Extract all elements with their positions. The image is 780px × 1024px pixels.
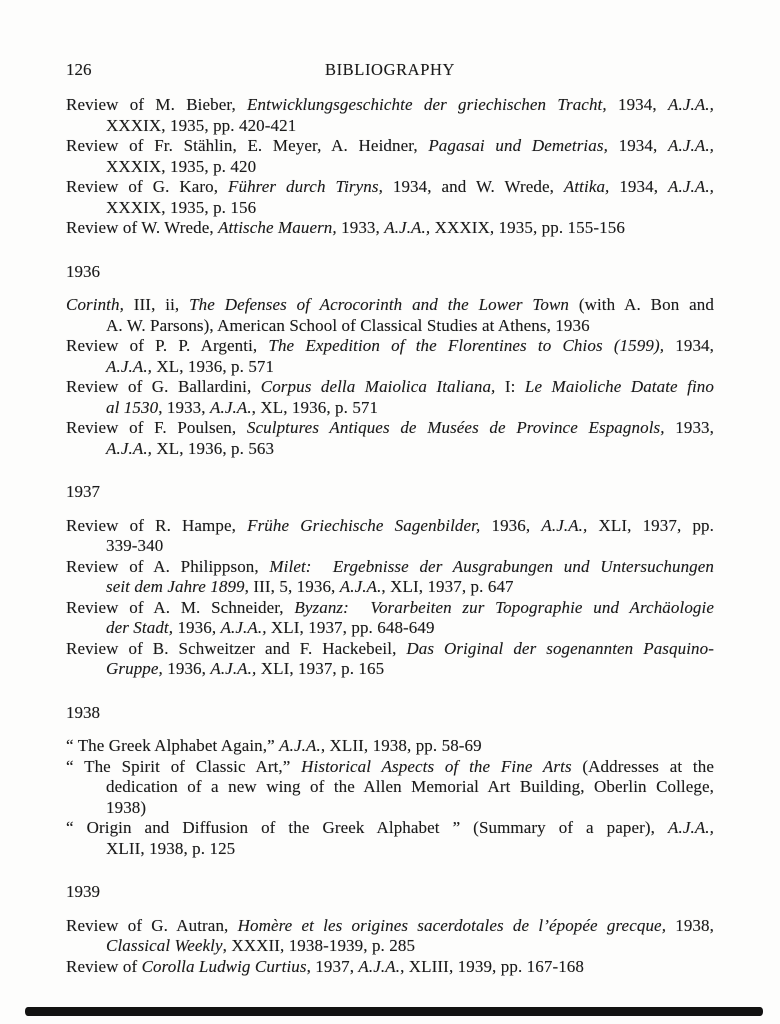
entry-line — [66, 659, 714, 680]
italic-text-segment: Byzanz: Vorarbeiten zur Topographie und Archäologie — [294, 597, 714, 617]
entry-line — [66, 577, 714, 598]
text-segment: Review of M. Bieber, — [66, 95, 248, 114]
italic-text-segment: Classical Weekly — [106, 936, 223, 955]
entry-line — [66, 95, 714, 116]
bibliography-entry — [66, 136, 714, 177]
section-year-heading: 1937 — [66, 482, 100, 501]
bibliography-sections — [66, 95, 714, 977]
text-segment: XLII, 1938, p. 125 — [106, 838, 236, 858]
bibliography-section — [66, 262, 714, 460]
running-head: BIBLIOGRAPHY — [324, 60, 456, 79]
bibliography-entry — [66, 598, 714, 639]
page-number: 126 — [66, 60, 92, 79]
entry-line — [66, 439, 714, 460]
bibliography-entry — [66, 295, 714, 336]
italic-text-segment: der Stadt, — [106, 618, 174, 637]
text-segment: Review of A. Philippson, — [66, 556, 270, 576]
bibliography-section — [66, 482, 714, 680]
text-segment: 1934, — [664, 336, 714, 355]
bibliography-section — [66, 882, 714, 977]
italic-text-segment: seit dem Jahre 1899 — [106, 577, 245, 596]
entry-line — [66, 757, 714, 778]
entry-line — [66, 798, 714, 819]
bibliography-entry — [66, 736, 714, 757]
italic-text-segment: A.J.A., — [667, 818, 714, 837]
text-segment: XXXIX, 1935, p. 420 — [106, 156, 257, 176]
text-segment: A. W. Parsons), American School of Classical Studies at Athens, 1936 — [106, 315, 590, 335]
text-segment: XXXIX, 1935, p. 156 — [106, 197, 257, 217]
text-block — [66, 0, 714, 977]
text-segment: “ The Spirit of Classic Art,” — [66, 756, 302, 776]
italic-text-segment: A.J.A. — [339, 577, 382, 596]
text-segment: 1936, — [173, 618, 221, 637]
italic-text-segment: A.J.A., — [220, 618, 267, 637]
entry-line — [66, 116, 714, 137]
italic-text-segment: A.J.A., — [668, 177, 715, 196]
entry-line — [66, 136, 714, 157]
text-segment: I: — [495, 377, 525, 396]
scan-artifact-bar — [25, 1007, 763, 1016]
text-segment: Review of G. Ballardini, — [66, 377, 261, 396]
text-segment: , XL, 1936, p. 571 — [251, 397, 379, 417]
italic-text-segment: Sculptures Antiques de Musées de Province Espagnols, — [246, 418, 665, 437]
entry-line — [66, 818, 714, 839]
italic-text-segment: Gruppe, — [106, 659, 163, 678]
italic-text-segment: Attische Mauern, — [218, 218, 337, 237]
italic-text-segment: A.J.A. — [210, 397, 252, 417]
entry-line — [66, 639, 714, 660]
entry-line — [66, 418, 714, 439]
entry-line — [66, 957, 714, 978]
text-segment: 1934, — [606, 95, 668, 114]
section-year-heading: 1938 — [66, 702, 100, 722]
italic-text-segment: A.J.A., — [668, 136, 715, 155]
entry-line — [66, 177, 714, 198]
italic-text-segment: The Defenses of Acrocorinth and the Lower Town — [189, 295, 570, 314]
text-segment: XL, 1936, p. 571 — [152, 356, 275, 376]
italic-text-segment: Corolla Ludwig Curtius — [141, 956, 307, 976]
bibliography-entry — [66, 418, 714, 459]
italic-text-segment: Historical Aspects of the Fine Arts — [301, 756, 572, 776]
italic-text-segment: The Expedition of the Florentines to Chios (1599), — [268, 336, 665, 355]
text-segment: 1934, — [609, 177, 668, 196]
bibliography-entry — [66, 95, 714, 136]
text-segment: Review of — [66, 956, 142, 976]
entry-line — [66, 357, 714, 378]
text-segment: XL, 1936, p. 563 — [152, 438, 275, 458]
text-segment: (Addresses at the — [571, 756, 715, 776]
bibliography-section — [66, 95, 714, 239]
entry-line — [66, 936, 714, 957]
text-segment: 1934, — [607, 136, 668, 155]
italic-text-segment: A.J.A., — [106, 356, 153, 376]
italic-text-segment: al 1530 — [106, 397, 159, 417]
text-segment: dedication of a new wing of the Allen Memorial Art Building, Oberlin College, — [106, 777, 714, 796]
text-segment: Review of W. Wrede, — [66, 218, 219, 237]
text-segment: Review of F. Poulsen, — [66, 418, 247, 437]
text-segment: XXXIX, 1935, pp. 420-421 — [106, 115, 297, 135]
entry-line — [66, 736, 714, 757]
text-segment: , XLII, 1938, pp. 58-69 — [320, 736, 482, 755]
bibliography-entry — [66, 757, 714, 819]
text-segment: , III, 5, 1936, — [244, 577, 340, 596]
text-segment: Review of B. Schweitzer and F. Hackebeil, — [66, 638, 407, 658]
text-segment: III, ii, — [123, 295, 190, 314]
text-segment: 339-340 — [106, 536, 164, 555]
italic-text-segment: Pagasai und Demetrias, — [428, 136, 608, 155]
text-segment: , 1937, — [306, 956, 359, 976]
bibliography-entry — [66, 916, 714, 957]
bibliography-entry — [66, 218, 714, 239]
bibliography-entry — [66, 516, 714, 557]
italic-text-segment: A.J.A. — [358, 956, 401, 976]
entry-line — [66, 598, 714, 619]
italic-text-segment: A.J.A., — [210, 659, 257, 678]
text-segment: , XXXII, 1938-1939, p. 285 — [222, 936, 416, 955]
italic-text-segment: Le Maioliche Datate fino — [524, 377, 714, 396]
text-segment: XXXIX, 1935, pp. 155-156 — [430, 218, 625, 237]
italic-text-segment: A.J.A., — [667, 95, 714, 114]
text-segment: 1936, — [480, 515, 542, 535]
text-segment: , 1933, — [158, 397, 210, 417]
section-year-heading: 1939 — [66, 882, 100, 901]
entry-line — [66, 777, 714, 798]
text-segment: (with A. Bon and — [569, 295, 714, 314]
section-year-heading: 1936 — [66, 261, 100, 281]
entry-line — [66, 516, 714, 537]
bibliography-entry — [66, 557, 714, 598]
bibliography-entry — [66, 377, 714, 418]
text-segment: 1933, — [336, 218, 385, 237]
entry-line — [66, 839, 714, 860]
entry-line — [66, 218, 714, 239]
entry-line — [66, 198, 714, 219]
text-segment: Review of Fr. Stählin, E. Meyer, A. Heidner, — [66, 136, 429, 155]
italic-text-segment: A.J.A., — [384, 218, 431, 237]
text-segment: XLI, 1937, p. 165 — [256, 659, 385, 678]
entry-line — [66, 618, 714, 639]
text-segment: “ Origin and Diffusion of the Greek Alphabet ” (Summary of a paper), — [66, 818, 668, 837]
entry-line — [66, 916, 714, 937]
italic-text-segment: Frühe Griechische Sagenbilder, — [247, 515, 481, 535]
entry-line — [66, 316, 714, 337]
text-segment: 1938) — [106, 797, 147, 817]
bibliography-entry — [66, 639, 714, 680]
bibliography-section — [66, 703, 714, 860]
entry-line — [66, 557, 714, 578]
bibliography-entry — [66, 818, 714, 859]
text-segment: Review of G. Autran, — [66, 915, 238, 935]
italic-text-segment: Führer durch Tiryns, — [227, 177, 383, 196]
italic-text-segment: A.J.A., — [541, 515, 588, 535]
text-segment: 1934, and W. Wrede, — [382, 177, 564, 196]
text-segment: “ The Greek Alphabet Again,” — [66, 736, 280, 755]
italic-text-segment: A.J.A., — [106, 438, 153, 458]
italic-text-segment: Milet: Ergebnisse der Ausgrabungen und Untersuchungen — [269, 556, 715, 576]
entry-line — [66, 398, 714, 419]
text-segment: 1936, — [162, 659, 211, 678]
italic-text-segment: Homère et les origines sacerdotales de l’épopée grecque, — [237, 915, 667, 935]
entry-line — [66, 377, 714, 398]
text-segment: Review of P. P. Argenti, — [66, 336, 269, 355]
bibliography-entry — [66, 336, 714, 377]
italic-text-segment: A.J.A. — [279, 736, 321, 755]
entry-line — [66, 336, 714, 357]
text-segment: , XLI, 1937, p. 647 — [381, 577, 514, 596]
text-segment: XLI, 1937, pp. — [587, 515, 715, 535]
text-segment: Review of R. Hampe, — [66, 515, 248, 535]
italic-text-segment: Entwicklungsgeschichte der griechischen Tracht, — [247, 95, 607, 114]
text-segment: , XLIII, 1939, pp. 167-168 — [400, 956, 584, 976]
page-masthead — [66, 60, 714, 81]
italic-text-segment: Das Original der sogenannten Pasquino- — [406, 638, 714, 658]
text-segment: 1938, — [666, 915, 714, 935]
text-segment: XLI, 1937, pp. 648-649 — [266, 618, 435, 637]
italic-text-segment: Corpus della Maiolica Italiana, — [260, 377, 496, 396]
italic-text-segment: Attika, — [563, 177, 610, 196]
entry-line — [66, 536, 714, 557]
text-segment: Review of A. M. Schneider, — [66, 597, 295, 617]
bibliography-entry — [66, 957, 714, 978]
text-segment: 1933, — [664, 418, 714, 437]
bibliography-entry — [66, 177, 714, 218]
entry-line — [66, 157, 714, 178]
italic-text-segment: Corinth, — [66, 295, 124, 314]
text-segment: Review of G. Karo, — [66, 177, 228, 196]
entry-line — [66, 295, 714, 316]
